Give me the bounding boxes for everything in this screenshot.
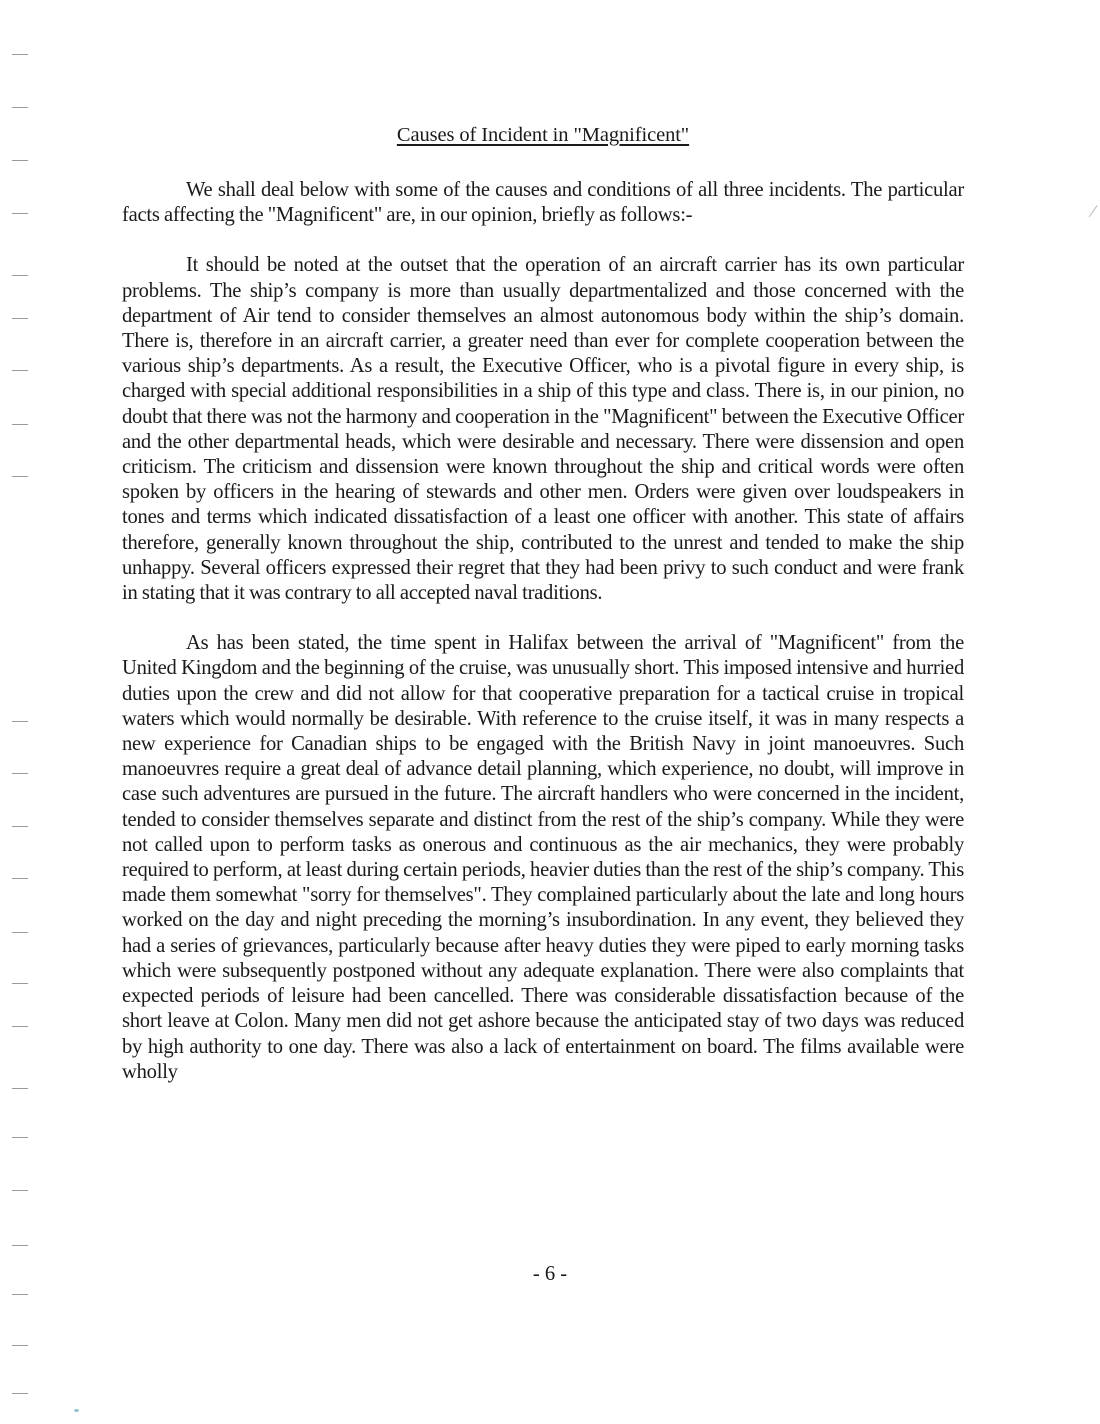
section-title: Causes of Incident in "Magnificent" [396, 124, 690, 146]
paragraph-carrier-problems: It should be noted at the outset that the operation of an aircraft carrier has its own particular problems. The ship’s company is more than usually departmentalized and those concerned with the department of Air tend to consider themselves an almost autonomous body within the ship’s domain. There is, therefore in an aircraft carrier, a greater need than ever for complete cooperation between the various ship’s departments. As a result, the Executive Officer, who is a pivotal figure in every ship, is charged with special additional responsibilities in a ship of this type and class. There is, in our pinion, no doubt that there was not the harmony and cooperation in the "Magnificent" between the Executive Officer and the other departmental heads, which were desirable and necessary. There were dissension and open criticism. The criticism and dissension were known throughout the ship and critical words were often spoken by officers in the hearing of stewards and other men. Orders were given over loudspeakers in tones and terms which indicated dissatisfaction of a least one officer with another. This state of affairs therefore, generally known throughout the ship, contributed to the unrest and tended to make the ship unhappy. Several officers expressed their regret that they had been privy to such conduct and were frank in stating that it was contrary to all accepted naval traditions. [122, 254, 964, 605]
margin-tick-mark [12, 826, 28, 827]
margin-tick-mark [12, 54, 28, 55]
stray-pen-mark [1089, 205, 1100, 220]
margin-tick-mark [12, 476, 28, 477]
margin-tick-mark [12, 160, 28, 161]
margin-tick-mark [12, 721, 28, 722]
margin-tick-mark [12, 1088, 28, 1089]
margin-tick-mark [12, 1190, 28, 1191]
margin-tick-mark [12, 983, 28, 984]
margin-tick-mark [12, 1393, 28, 1394]
margin-tick-mark [12, 1137, 28, 1138]
margin-tick-mark [12, 1294, 28, 1295]
paragraph-intro: We shall deal below with some of the causes and conditions of all three incidents. The particular facts affecting the "Magnificent" are, in our opinion, briefly as follows:- [122, 179, 964, 227]
margin-tick-mark [12, 424, 28, 425]
margin-tick-mark [12, 318, 28, 319]
margin-tick-mark [12, 932, 28, 933]
binder-margin-marks [0, 0, 40, 1424]
margin-tick-mark [12, 1345, 28, 1346]
document-body [122, 120, 964, 1110]
margin-tick-mark [12, 370, 28, 371]
margin-tick-mark [12, 1026, 28, 1027]
paragraph-halifax-cruise: As has been stated, the time spent in Halifax between the arrival of "Magnificent" from the United Kingdom and the beginning of the cruise, was unusually short. This imposed intensive and hurried duties upon the crew and did not allow for that cooperative preparation for a tactical cruise in tropical waters which would normally be desirable. With reference to the cruise itself, it was in many respects a new experience for Canadian ships to be engaged with the British Navy in joint manoeuvres. Such manoeuvres require a great deal of advance detail planning, which experience, no doubt, will improve in case such adventures are pursued in the future. The aircraft handlers who were concerned in the incident, tended to consider themselves separate and distinct from the rest of the ship’s company. While they were not called upon to perform tasks as onerous and continuous as the air mechanics, they were probably required to perform, at least during certain periods, heavier duties than the rest of the ship’s company. This made them somewhat "sorry for themselves". They complained particularly about the late and long hours worked on the day and night preceding the morning’s insubordination. In any event, they believed they had a series of grievances, particularly because after heavy duties they were piped to early morning tasks which were subsequently postponed without any adequate explanation. There were also complaints that expected periods of leisure had been cancelled. There was considerable dissatisfaction because of the short leave at Colon. Many men did not get ashore because the anticipated stay of two days was reduced by high authority to one day. There was also a lack of entertainment on board. The films available were wholly [122, 632, 964, 1083]
margin-tick-mark [12, 878, 28, 879]
page-number: - 6 - [532, 1263, 568, 1285]
margin-tick-mark [12, 773, 28, 774]
scan-artifact-dot [74, 1409, 79, 1412]
margin-tick-mark [12, 107, 28, 108]
margin-tick-mark [12, 1245, 28, 1246]
margin-tick-mark [12, 213, 28, 214]
margin-tick-mark [12, 275, 28, 276]
